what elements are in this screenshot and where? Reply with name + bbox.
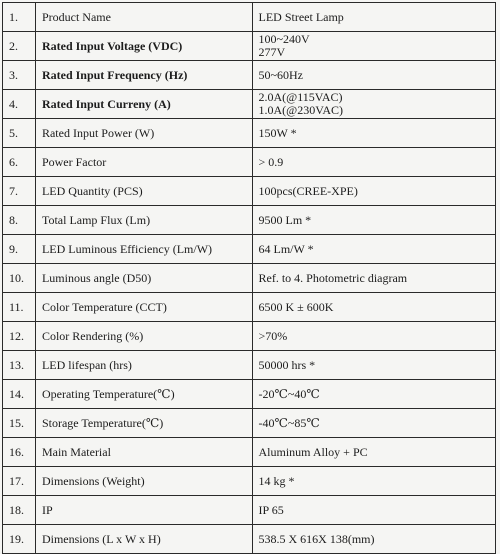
table-row xyxy=(3,351,496,380)
value-line: Aluminum Alloy + PC xyxy=(258,444,368,459)
value-line: >70% xyxy=(258,328,288,343)
value-line: Ref. to 4. Photometric diagram xyxy=(258,270,408,285)
table-row xyxy=(3,293,496,322)
row-number: 10. xyxy=(3,264,36,293)
table-row xyxy=(3,90,496,119)
row-number: 14. xyxy=(3,380,36,409)
value-line: LED Street Lamp xyxy=(258,9,344,24)
table-row xyxy=(3,148,496,177)
parameter-value xyxy=(252,148,496,177)
row-number: 5. xyxy=(3,119,36,148)
row-number: 4. xyxy=(3,90,36,119)
parameter-value xyxy=(252,380,496,409)
parameter-name: IP xyxy=(35,496,252,525)
parameter-name: LED Luminous Efficiency (Lm/W) xyxy=(35,235,252,264)
value-line: -40℃~85℃ xyxy=(258,415,320,430)
parameter-name: Rated Input Curreny (A) xyxy=(35,90,252,119)
table-row xyxy=(3,264,496,293)
parameter-value xyxy=(252,467,496,496)
parameter-value xyxy=(252,177,496,206)
specification-table xyxy=(2,2,496,554)
parameter-name: Luminous angle (D50) xyxy=(35,264,252,293)
table-row xyxy=(3,380,496,409)
row-number: 13. xyxy=(3,351,36,380)
row-number: 3. xyxy=(3,61,36,90)
parameter-name: Rated Input Power (W) xyxy=(35,119,252,148)
row-number: 16. xyxy=(3,438,36,467)
row-number: 7. xyxy=(3,177,36,206)
parameter-name: Total Lamp Flux (Lm) xyxy=(35,206,252,235)
value-line: > 0.9 xyxy=(258,154,284,169)
value-line: 150W * xyxy=(258,125,297,140)
parameter-value xyxy=(252,3,496,32)
parameter-name: Operating Temperature(℃) xyxy=(35,380,252,409)
value-line: 1.0A(@230VAC) xyxy=(258,103,343,117)
row-number: 12. xyxy=(3,322,36,351)
specification-table-body xyxy=(3,3,496,554)
parameter-name: Rated Input Frequency (Hz) xyxy=(35,61,252,90)
value-line: -20℃~40℃ xyxy=(258,386,320,401)
parameter-name: Color Temperature (CCT) xyxy=(35,293,252,322)
table-row xyxy=(3,409,496,438)
value-line: 2.0A(@115VAC) xyxy=(258,90,343,104)
parameter-name: Product Name xyxy=(35,3,252,32)
parameter-name: Dimensions (L x W x H) xyxy=(35,525,252,554)
table-row xyxy=(3,177,496,206)
parameter-value xyxy=(252,206,496,235)
row-number: 18. xyxy=(3,496,36,525)
table-row xyxy=(3,525,496,554)
row-number: 11. xyxy=(3,293,36,322)
row-number: 6. xyxy=(3,148,36,177)
parameter-value xyxy=(252,351,496,380)
row-number: 1. xyxy=(3,3,36,32)
value-line: 14 kg * xyxy=(258,473,295,488)
parameter-name: Color Rendering (%) xyxy=(35,322,252,351)
parameter-name: LED lifespan (hrs) xyxy=(35,351,252,380)
row-number: 8. xyxy=(3,206,36,235)
parameter-value xyxy=(252,264,496,293)
row-number: 19. xyxy=(3,525,36,554)
table-row xyxy=(3,206,496,235)
row-number: 9. xyxy=(3,235,36,264)
parameter-name: Dimensions (Weight) xyxy=(35,467,252,496)
parameter-value xyxy=(252,119,496,148)
parameter-value xyxy=(252,32,496,61)
value-line: 9500 Lm * xyxy=(258,212,312,227)
value-line: 6500 K ± 600K xyxy=(258,299,334,314)
table-row xyxy=(3,119,496,148)
value-line: 50000 hrs * xyxy=(258,357,316,372)
table-row xyxy=(3,3,496,32)
table-row xyxy=(3,438,496,467)
parameter-value xyxy=(252,496,496,525)
parameter-value xyxy=(252,235,496,264)
value-line: 538.5 X 616X 138(mm) xyxy=(258,531,375,546)
parameter-value xyxy=(252,322,496,351)
table-row xyxy=(3,322,496,351)
parameter-value xyxy=(252,61,496,90)
parameter-name: Power Factor xyxy=(35,148,252,177)
parameter-value xyxy=(252,438,496,467)
value-line: 100pcs(CREE-XPE) xyxy=(258,183,358,198)
row-number: 2. xyxy=(3,32,36,61)
parameter-name: LED Quantity (PCS) xyxy=(35,177,252,206)
table-row xyxy=(3,61,496,90)
value-line: 100~240V xyxy=(258,32,310,46)
parameter-name: Main Material xyxy=(35,438,252,467)
parameter-value xyxy=(252,293,496,322)
value-line: IP 65 xyxy=(258,502,284,517)
parameter-value xyxy=(252,525,496,554)
table-row xyxy=(3,32,496,61)
row-number: 15. xyxy=(3,409,36,438)
parameter-name: Storage Temperature(℃) xyxy=(35,409,252,438)
parameter-value xyxy=(252,90,496,119)
parameter-value xyxy=(252,409,496,438)
value-line: 277V xyxy=(258,45,286,59)
parameter-name: Rated Input Voltage (VDC) xyxy=(35,32,252,61)
value-line: 64 Lm/W * xyxy=(258,241,314,256)
table-row xyxy=(3,467,496,496)
table-row xyxy=(3,496,496,525)
value-line: 50~60Hz xyxy=(258,67,303,82)
table-row xyxy=(3,235,496,264)
row-number: 17. xyxy=(3,467,36,496)
